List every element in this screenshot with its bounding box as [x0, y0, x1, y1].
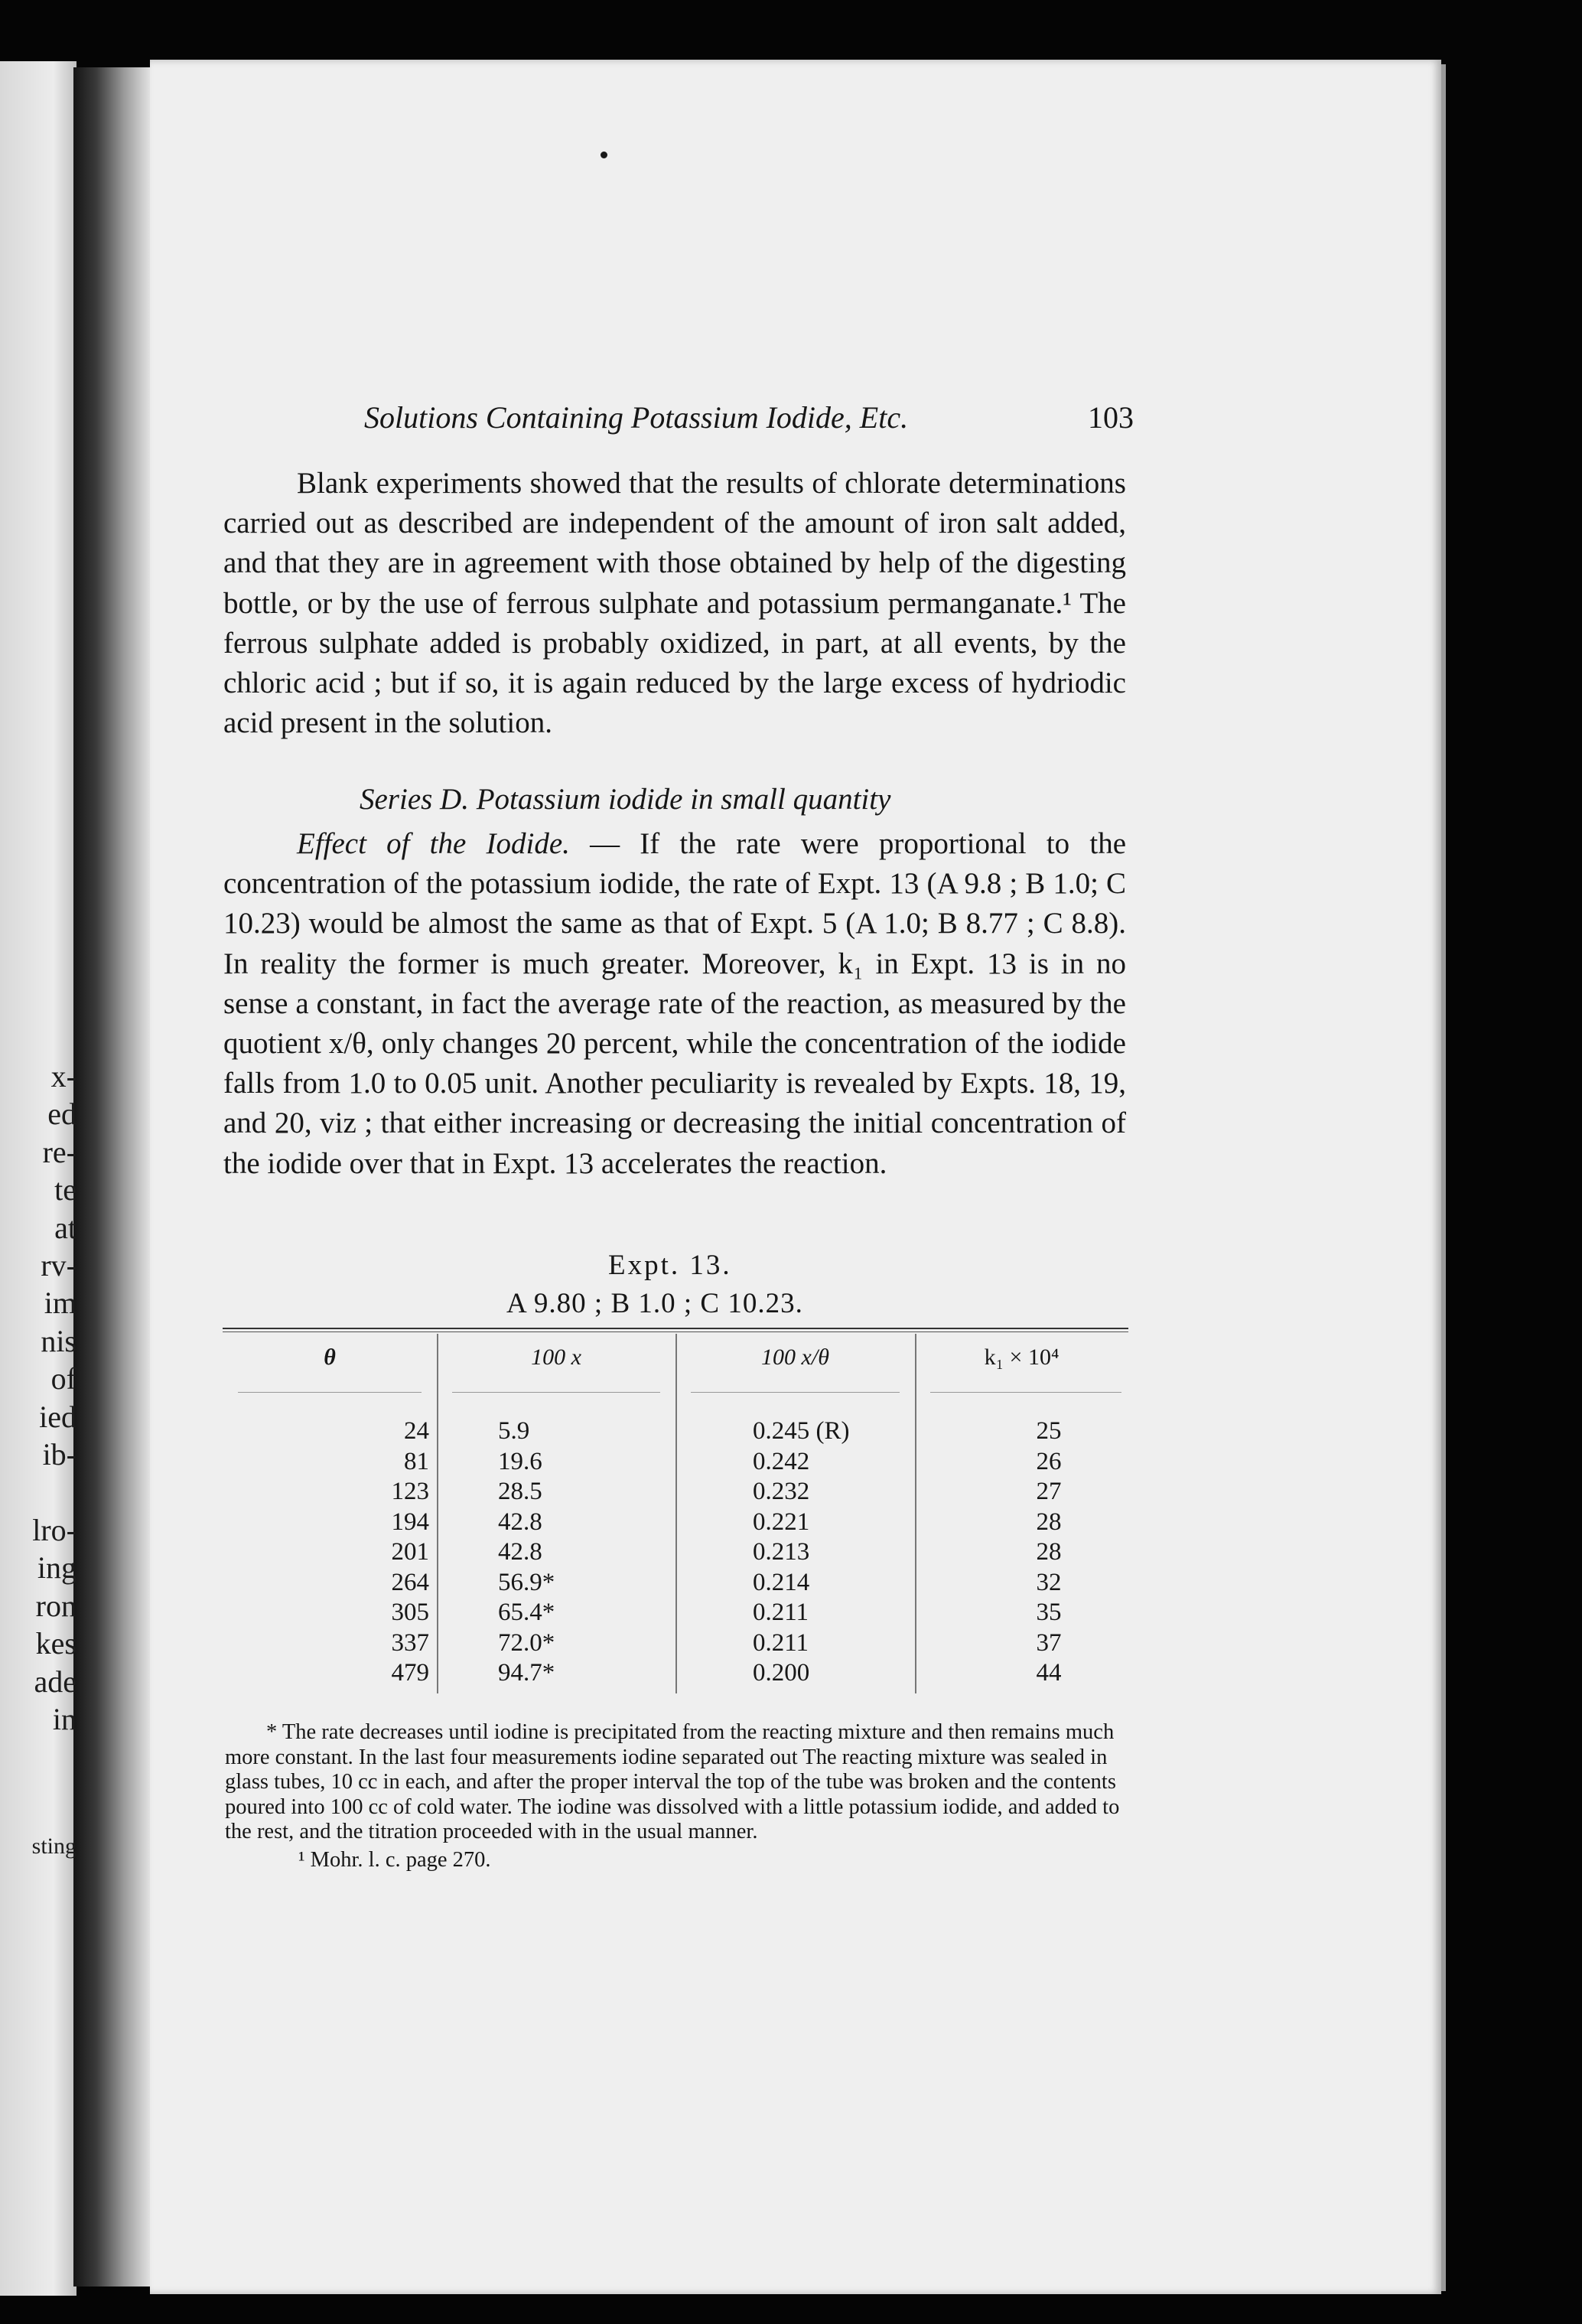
column-100x-over-theta [753, 1416, 952, 1689]
header-rule [238, 1392, 422, 1393]
table-cell-100x: 56.9* [498, 1568, 555, 1596]
table-cell-100x-over-theta: 0.245 (R) [753, 1417, 850, 1445]
table-cell-100x: 5.9 [498, 1417, 530, 1445]
facing-page-fragment-line [3, 1473, 76, 1511]
table-cell-theta: 194 [391, 1508, 429, 1536]
header-theta: θ [324, 1345, 336, 1370]
table-cell-k: 25 [1036, 1417, 1062, 1445]
paragraph-body: — If the rate were proportional to the concentration of the potassium iodide, the rate of Expt. 13 (A 9.8 ; B 1.0; C 10.23) would be almost the same as that of Expt. 5 (A 1.0; B 8.77 ; C 8.8). In reality the former is much greater. Moreover, k₁ in Expt. 13 is in no sense a constant, in fact the average rate of the reaction, as measured by the quotient x/θ, only changes 20 percent, while the concentration of the iodide falls from 1.0 to 0.05 unit. Another peculiarity is revealed by Expts. 18, 19, and 20, viz ; that either increasing or decreasing the initial concentration of the iodide over that in Expt. 13 accelerates the reaction. [223, 827, 1126, 1180]
table-cell-k: 28 [1036, 1538, 1062, 1566]
column-separator [437, 1334, 438, 1693]
facing-page-fragment-line: of [50, 1361, 76, 1397]
page-speck [601, 152, 607, 158]
facing-page-fragment-line: ade [34, 1664, 76, 1699]
facing-page-fragment-line: te [54, 1172, 76, 1208]
table-cell-k: 35 [1036, 1599, 1062, 1626]
table-cell-100x-over-theta: 0.211 [753, 1599, 809, 1626]
facing-page-text-fragment-lower: sting [31, 1833, 76, 1859]
column-k [1003, 1416, 1095, 1689]
table-cell-k: 32 [1036, 1568, 1062, 1596]
table-cell-k: 27 [1036, 1478, 1062, 1505]
table-cell-k: 26 [1036, 1447, 1062, 1475]
header-k-times-1e4: k₁ × 10⁴ [984, 1345, 1060, 1370]
header-rule [691, 1392, 900, 1393]
header-rule [452, 1392, 660, 1393]
footnotes [225, 1720, 1132, 1873]
table-cell-100x-over-theta: 0.214 [753, 1568, 810, 1596]
table-cell-100x-over-theta: 0.213 [753, 1538, 810, 1566]
page-edge [1441, 64, 1446, 2291]
table-cell-k: 28 [1036, 1508, 1062, 1536]
facing-page-fragment-line: im [44, 1286, 76, 1321]
footnote-star-text: * The rate decreases until iodine is precipitated from the reacting mixture and then remains much more constant. In the last four measurements iodine separated out The reacting mixture was sealed in glass tubes, 10 cc in each, and after the proper interval the top of the tube was broken and the contents poured into 100 cc of cold water. The iodine was dissolved with a little potassium iodide, and added to the rest, and the titration proceeded with in the usual manner. [225, 1720, 1120, 1843]
facing-page-fragment-line: rv- [41, 1248, 76, 1283]
footnote-1: ¹ Mohr. l. c. page 270. [298, 1847, 491, 1872]
results-table [223, 1328, 1128, 1695]
table-cell-theta: 123 [391, 1478, 429, 1505]
facing-page-fragment-line: ing [37, 1550, 76, 1586]
facing-page-fragment-line: ied [39, 1399, 76, 1434]
header-rule [930, 1392, 1121, 1393]
table-cell-100x-over-theta: 0.232 [753, 1478, 810, 1505]
footnote-star [225, 1720, 1132, 1845]
table-cell-100x: 94.7* [498, 1659, 555, 1687]
facing-page-fragment-line: x- [50, 1059, 76, 1094]
table-top-rule-inner [223, 1331, 1128, 1332]
table-cell-theta: 264 [391, 1568, 429, 1596]
experiment-title: Expt. 13. [608, 1250, 732, 1281]
facing-page-fragment-line: ib- [42, 1437, 76, 1472]
paragraph-lead-italic: Effect of the Iodide. [297, 827, 570, 860]
table-cell-theta: 81 [404, 1447, 429, 1475]
column-separator [675, 1334, 677, 1693]
facing-page-text-fragments [3, 1058, 76, 1738]
table-cell-theta: 24 [404, 1417, 429, 1445]
facing-page-fragment-line: nis [41, 1323, 76, 1358]
facing-page-fragment-line: in [52, 1701, 76, 1736]
table-cell-k: 44 [1036, 1659, 1062, 1687]
page-header [364, 399, 1134, 445]
header-100x: 100 x [531, 1345, 581, 1370]
table-cell-100x: 28.5 [498, 1478, 542, 1505]
table-top-rule [223, 1328, 1128, 1329]
page-number: 103 [1088, 400, 1134, 435]
facing-page-fragment-line: re- [42, 1134, 76, 1169]
table-cell-theta: 479 [391, 1659, 429, 1687]
facing-page-fragment-line: lro- [32, 1512, 76, 1547]
table-cell-100x-over-theta: 0.221 [753, 1508, 810, 1536]
column-theta [223, 1416, 429, 1689]
series-heading: Series D. Potassium iodide in small quantity [360, 783, 891, 816]
table-cell-theta: 201 [391, 1538, 429, 1566]
table-cell-100x-over-theta: 0.200 [753, 1659, 810, 1687]
table-cell-100x: 65.4* [498, 1599, 555, 1626]
table-cell-100x: 42.8 [498, 1508, 542, 1536]
table-cell-theta: 305 [391, 1599, 429, 1626]
facing-page-fragment-line: kes [35, 1626, 76, 1661]
table-cell-100x: 19.6 [498, 1447, 542, 1475]
running-title: Solutions Containing Potassium Iodide, Etc. [364, 400, 909, 435]
table-cell-100x: 42.8 [498, 1538, 542, 1566]
experiment-conditions: A 9.80 ; B 1.0 ; C 10.23. [506, 1288, 803, 1319]
table-cell-theta: 337 [391, 1628, 429, 1657]
facing-page-fragment-line: at [54, 1210, 76, 1245]
header-100x-over-theta: 100 x/θ [761, 1345, 829, 1370]
table-cell-100x: 72.0* [498, 1628, 555, 1657]
paragraph-effect-of-iodide [223, 824, 1126, 1184]
facing-page-fragment-line: ron [35, 1588, 76, 1623]
column-100x [498, 1416, 651, 1689]
paragraph-blank-experiments: Blank experiments showed that the results of chlorate determinations carried out as described are independent of the amount of iron salt added, and that they are in agreement with those obtained by help of the digesting bottle, or by the use of ferrous sulphate and potassium permanganate.¹ The ferrous sulphate added is probably oxidized, in part, at all events, by the chloric acid ; but if so, it is again reduced by the large excess of hydriodic acid present in the solution. [223, 467, 1126, 740]
table-cell-k: 37 [1036, 1628, 1062, 1657]
table-cell-100x-over-theta: 0.242 [753, 1447, 810, 1475]
facing-page-fragment-line: ed [47, 1097, 76, 1132]
table-cell-100x-over-theta: 0.211 [753, 1628, 809, 1657]
